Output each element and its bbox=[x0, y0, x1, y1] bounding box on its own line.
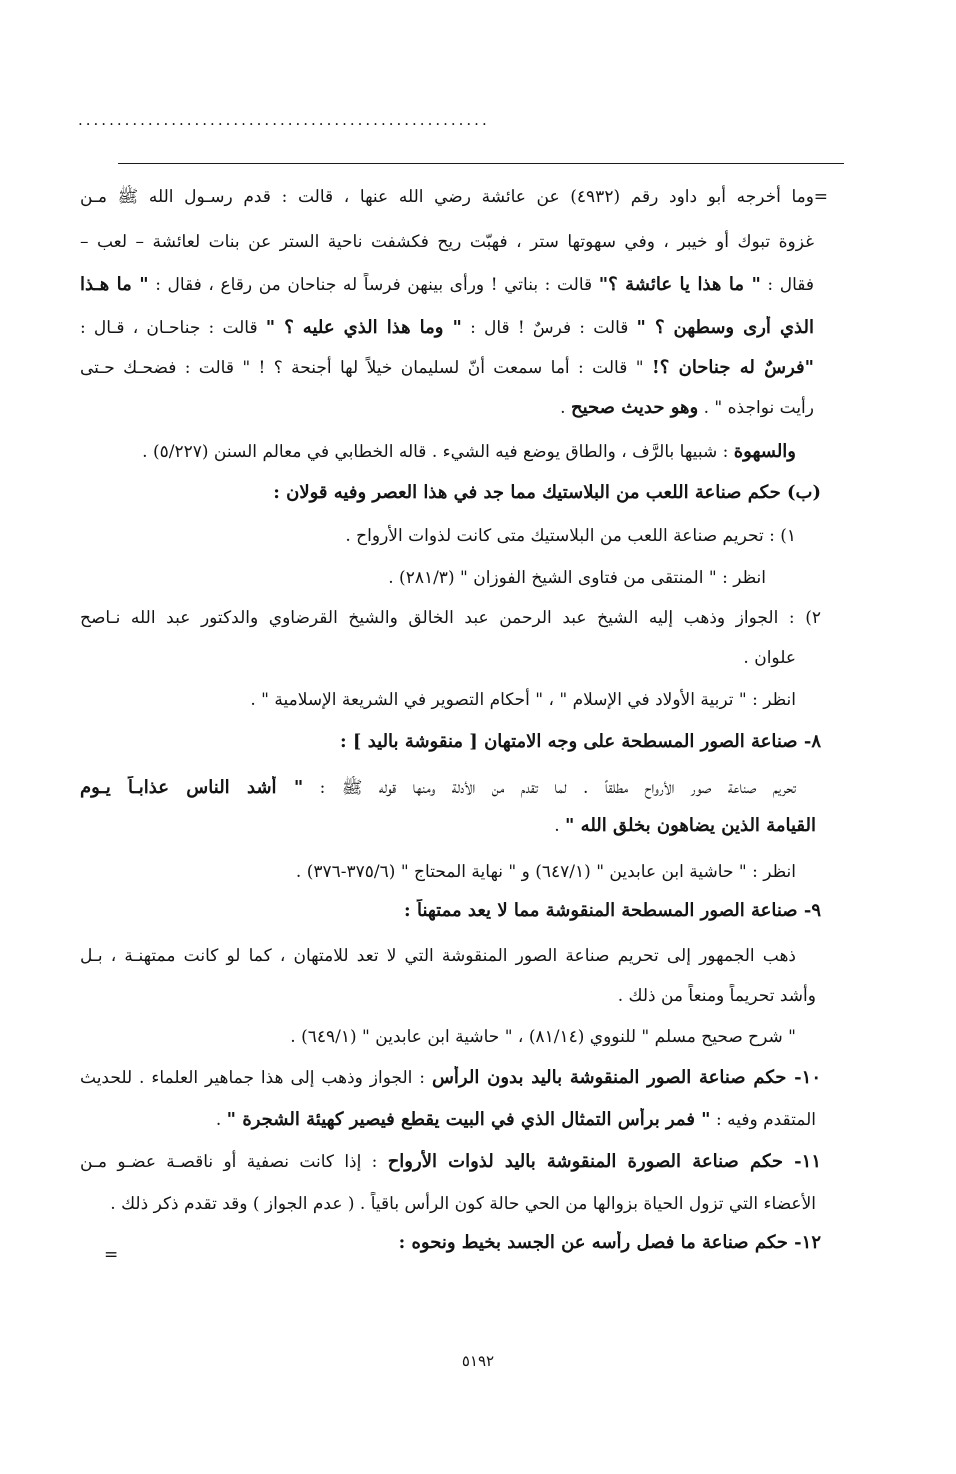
page-number: ٥١٩٢ bbox=[461, 1352, 495, 1370]
footnote-line-1: وما أخرجه أبو داود رقم (٤٩٣٢) عن عائشة رضي الله عنها ، قالت : قدم رسـول الله ﷺ مـن bbox=[80, 187, 814, 207]
section-b-item-1-reference: انظر : " المنتقى من فتاوى الشيخ الفوزان " (٢٨١/٣) . bbox=[388, 568, 766, 588]
footnote-line-5: "فرسٌ له جناحان ؟! " قالت : أما سمعت أنّ لسليمان خيلاً لها أجنحة ؟ ! " قالت : فضحـك حـتى bbox=[80, 357, 814, 378]
separator-dots: ..................................................... bbox=[78, 113, 490, 127]
footnote-line-7: والسهوة : شبيها بالرَّف ، والطاق يوضع فيه الشيء . قاله الخطابي في معالم السنن (٥/٢٢٧) . bbox=[142, 441, 796, 462]
section-8-line-2: القيامة الذين يضاهون بخلق الله " . bbox=[554, 815, 816, 836]
section-b-heading: (ب) حكم صناعة اللعب من البلاستيك مما جد في هذا العصر وفيه قولان : bbox=[273, 482, 821, 503]
footnote-line-2: غزوة تبوك أو خيبر ، وفي سهوتها ستر ، فهبّت ريح فكشفت ناحية الستر عن بنات لعائشة – لعب – bbox=[80, 232, 814, 252]
footnote-line-4: الذي أرى وسطهن ؟ " قالت : فرسٌ ! قال : " وما هذا الذي عليه ؟ " قالت : جناحـان ، قـال : bbox=[80, 317, 814, 338]
section-11-line-1: ١١- حكم صناعة الصورة المنقوشة باليد لذوات الأرواح : إذا كانت نصفية أو ناقصـة عضـو مـن bbox=[80, 1151, 821, 1172]
section-8-line-1: تحريم صناعة صور الأرواح مطلقاً . لما تقدم من الأدلة ومنها قوله ﷺ : " أشد الناس عذابـاً يـوم bbox=[80, 777, 796, 798]
section-11-line-2: الأعضاء التي تزول الحياة بزوالها من الحي حالة كون الرأس باقياً . ( عدم الجواز ) وقد تقدم ذكر ذلك . bbox=[110, 1194, 816, 1214]
section-b-item-2: ٢) : الجواز وذهب إليه الشيخ عبد الرحمن عبد الخالق والشيخ القرضاوي والدكتور عبد الله نـاصح bbox=[80, 608, 821, 628]
section-9-line-2: وأشد تحريماً ومنعاً من ذلك . bbox=[617, 986, 816, 1006]
section-10-line-1: ١٠- حكم صناعة الصور المنقوشة باليد بدون الرأس : الجواز وذهب إلى هذا جماهير العلماء . للحديث bbox=[80, 1067, 821, 1088]
section-b-item-1: ١) : تحريم صناعة اللعب من البلاستيك متى كانت لذوات الأرواح . bbox=[345, 526, 796, 546]
section-12-heading: ١٢- حكم صناعة ما فصل رأسه عن الجسد بخيط ونحوه : bbox=[398, 1232, 821, 1253]
section-8-heading: ٨- صناعة الصور المسطحة على وجه الامتهان [ منقوشة باليد ] : bbox=[340, 731, 821, 752]
footnote-rule bbox=[118, 163, 844, 164]
continuation-mark-bottom: = bbox=[104, 1245, 119, 1265]
section-b-item-2-cont: علوان . bbox=[743, 648, 796, 668]
section-9-heading: ٩- صناعة الصور المسطحة المنقوشة مما لا يعد ممتهناً : bbox=[404, 900, 821, 921]
footnote-line-6: رأيت نواجذه " . وهو حديث صحيح . bbox=[560, 397, 814, 418]
section-b-item-2-reference: انظر : " تربية الأولاد في الإسلام " ، " أحكام التصوير في الشريعة الإسلامية " . bbox=[250, 690, 796, 710]
section-9-line-1: ذهب الجمهور إلى تحريم صناعة الصور المنقوشة التي لا تعد للامتهان ، كما لو كانت ممتهنـة ، بـل bbox=[80, 946, 796, 966]
continuation-mark-top: = bbox=[813, 187, 828, 207]
section-10-line-2: المتقدم وفيه : " فمر برأس التمثال الذي في البيت يقطع فيصير كهيئة الشجرة " . bbox=[215, 1109, 816, 1130]
section-9-reference: " شرح صحيح مسلم " للنووي (٨١/١٤) ، " حاشية ابن عابدين " (٦٤٩/١) . bbox=[290, 1027, 796, 1047]
footnote-line-3: فقال : " ما هذا يا عائشة ؟" قالت : بناتي ! ورأى بينهن فرساً له جناحان من رقاع ، فقال : " ما هـذا bbox=[80, 274, 814, 295]
section-8-reference: انظر : " حاشية ابن عابدين " (٦٤٧/١) و " نهاية المحتاج " (٣٧٥/٦-٣٧٦) . bbox=[295, 862, 796, 882]
